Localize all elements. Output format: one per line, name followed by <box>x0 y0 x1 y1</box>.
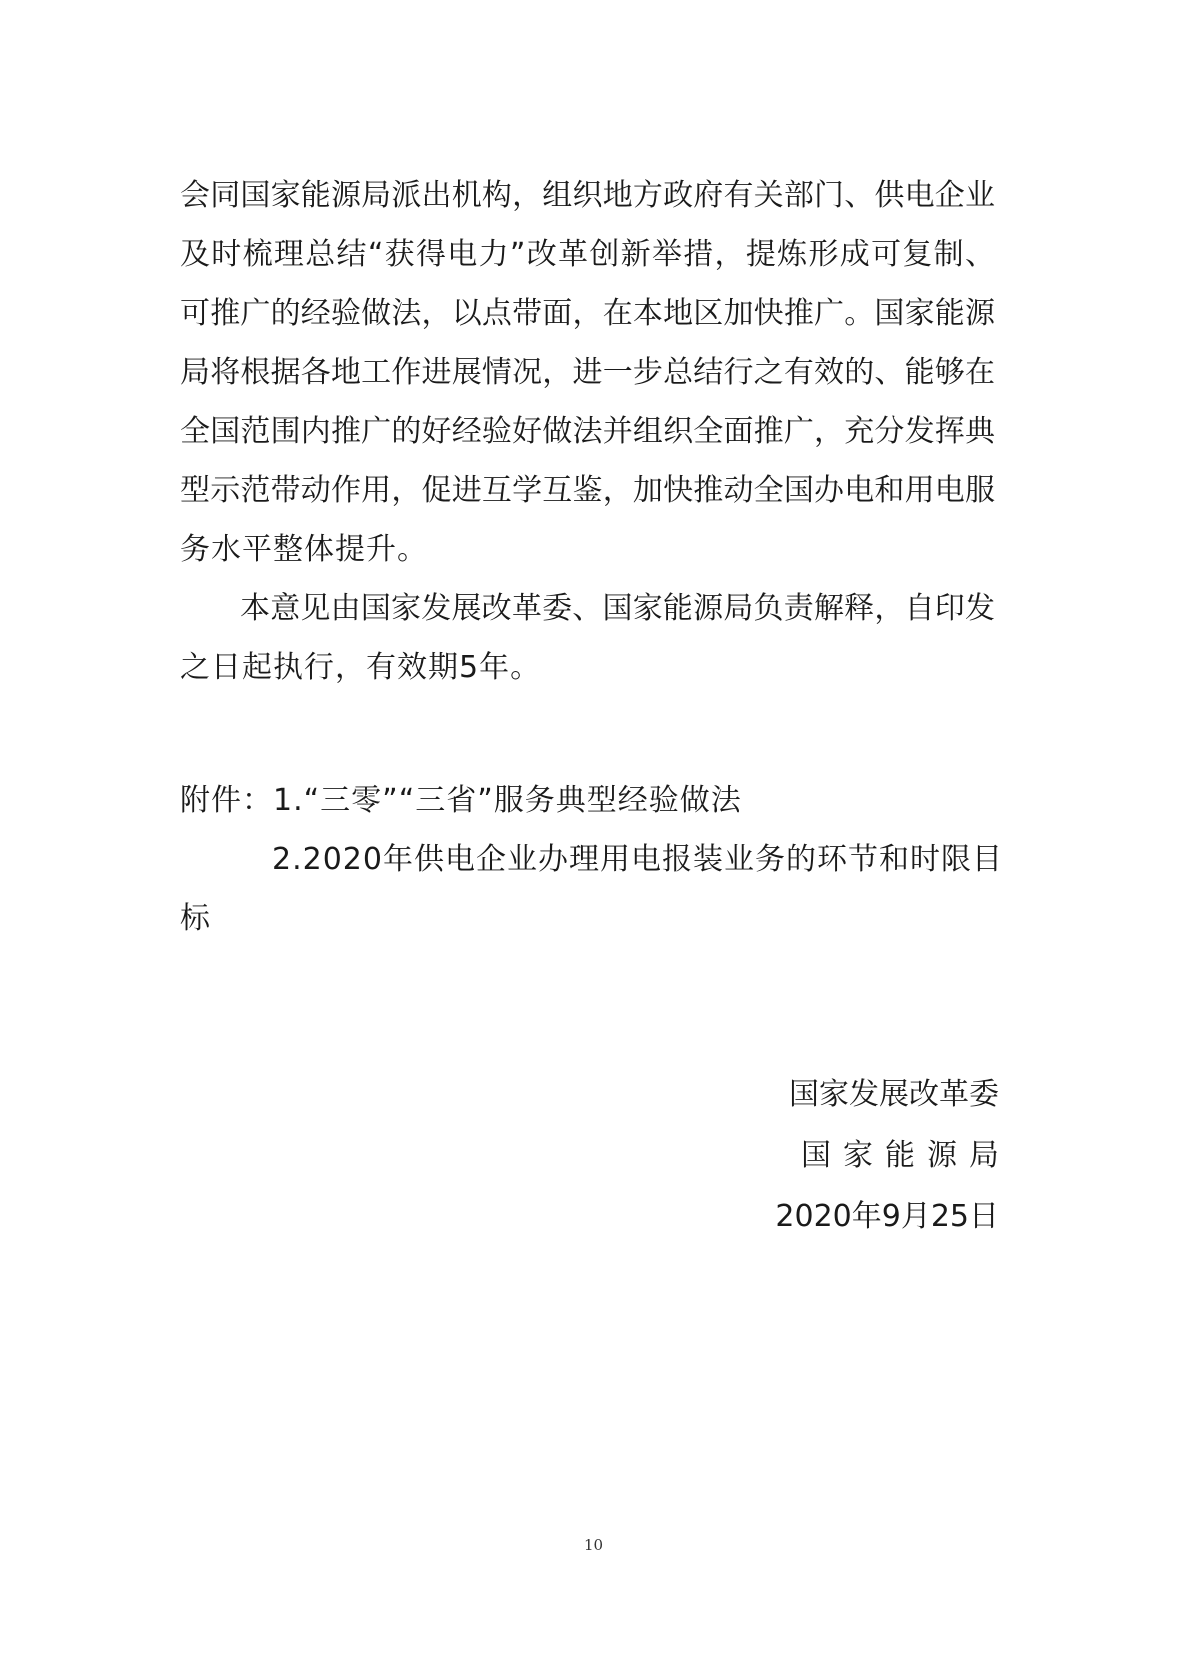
paragraph-1-line-2: 及时梳理总结“获得电力”改革创新举措，提炼形成可复制、 <box>180 237 995 272</box>
paragraph-1-line-3: 可推广的经验做法，以点带面，在本地区加快推广。国家能源 <box>180 296 995 331</box>
paragraph-1-line-1: 会同国家能源局派出机构，组织地方政府有关部门、供电企业 <box>180 178 995 213</box>
signature-date: 2020年9月25日 <box>775 1199 999 1234</box>
signature-org-nea: 国家能源局 <box>801 1138 1011 1173</box>
paragraph-2-line-1: 本意见由国家发展改革委、国家能源局负责解释，自印发 <box>240 591 995 626</box>
signature-org-ndrc: 国家发展改革委 <box>789 1077 999 1112</box>
page-number: 10 <box>583 1536 604 1554</box>
attachment-item-2-line-1: 2.2020年供电企业办理用电报装业务的环节和时限目 <box>272 842 1003 877</box>
paragraph-1-line-7: 务水平整体提升。 <box>180 532 428 567</box>
paragraph-1-line-4: 局将根据各地工作进展情况，进一步总结行之有效的、能够在 <box>180 355 995 390</box>
attachment-item-1: 附件：1.“三零”“三省”服务典型经验做法 <box>180 783 742 818</box>
paragraph-1-line-6: 型示范带动作用，促进互学互鉴，加快推动全国办电和用电服 <box>180 473 995 508</box>
paragraph-1-line-5: 全国范围内推广的好经验好做法并组织全面推广，充分发挥典 <box>180 414 995 449</box>
attachment-item-2-line-2: 标 <box>180 901 211 936</box>
paragraph-2-line-2: 之日起执行，有效期5年。 <box>180 650 542 685</box>
